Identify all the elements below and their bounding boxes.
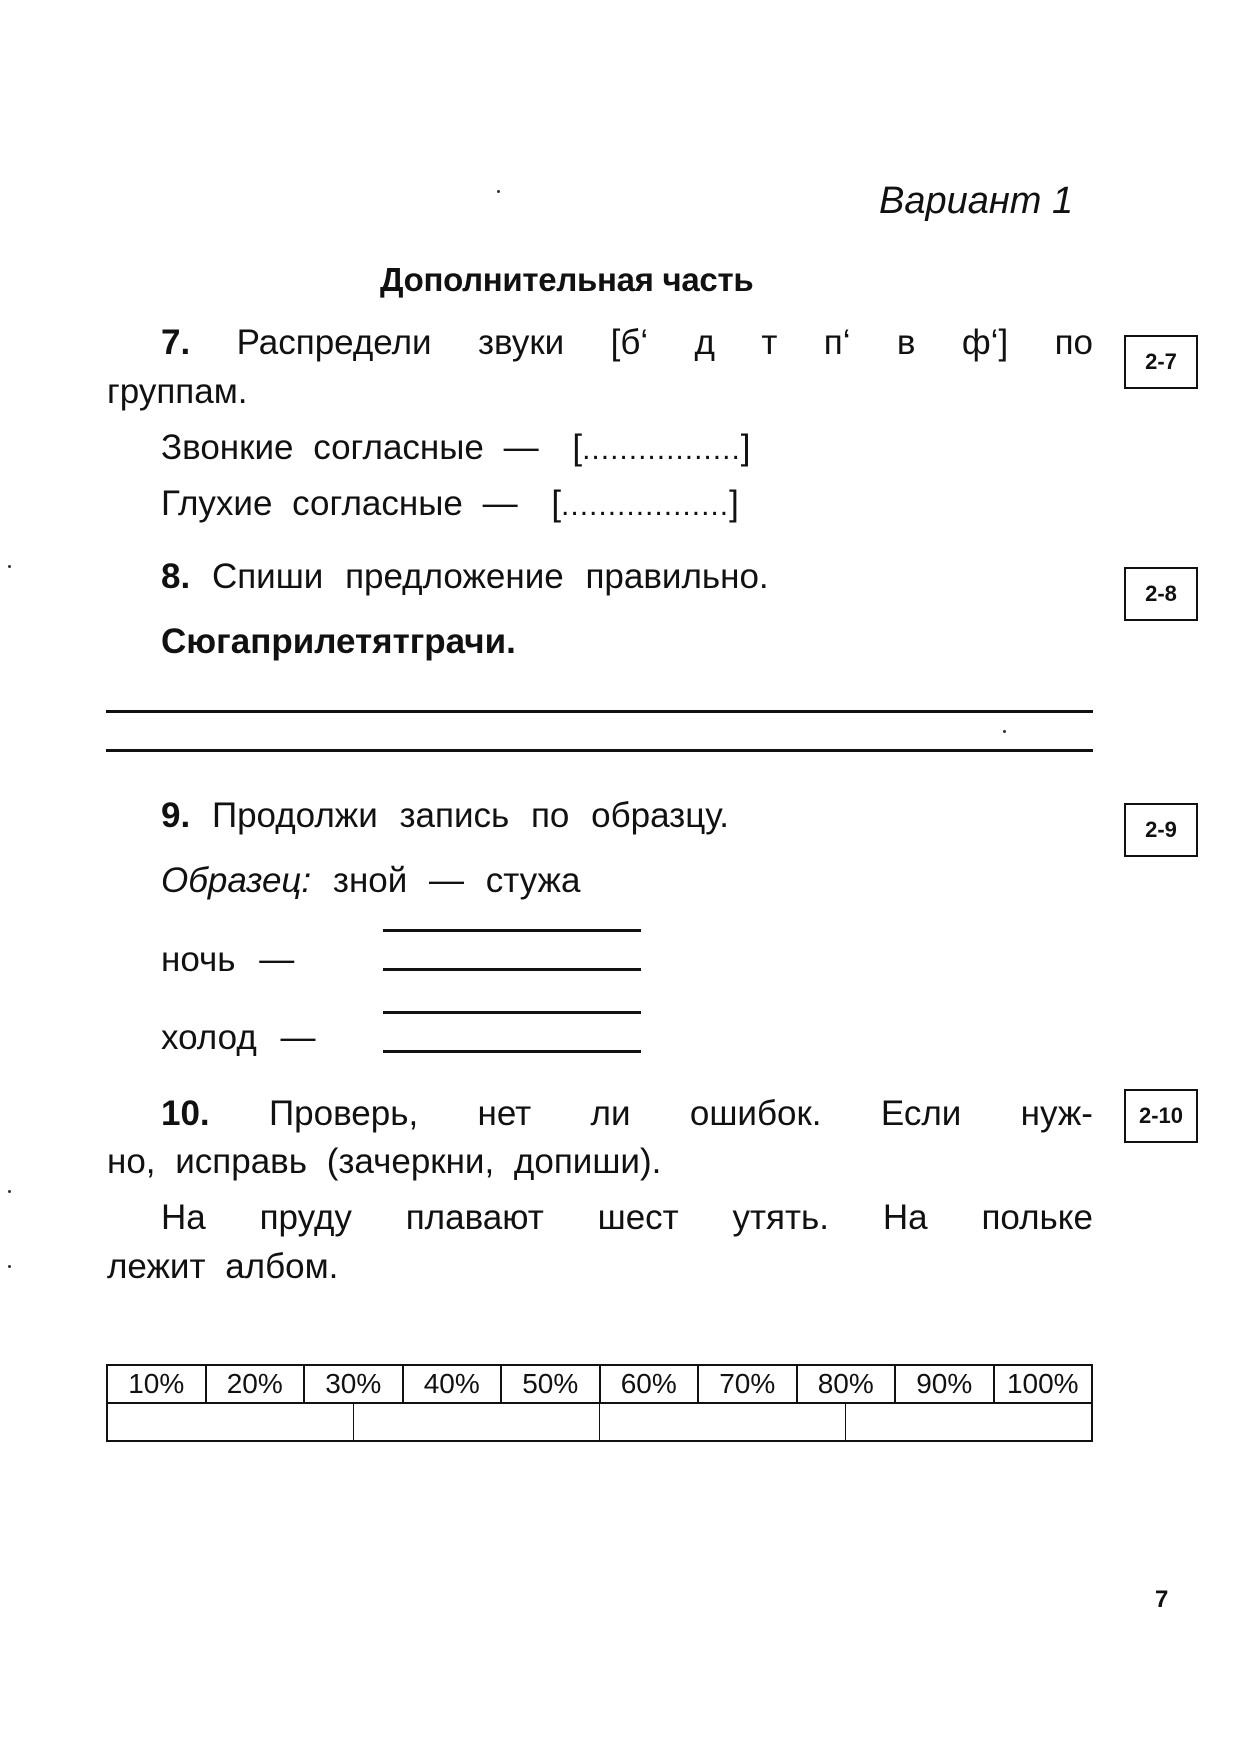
- word: звуки: [477, 323, 565, 362]
- answer-line-1[interactable]: [106, 710, 1093, 713]
- scan-speck: [8, 1190, 11, 1193]
- voiceless-open-bracket: [: [551, 484, 562, 523]
- task-8-code-box: 2-8: [1124, 567, 1198, 621]
- night-answer-line-2[interactable]: [383, 968, 641, 971]
- sample-label: Образец:: [161, 861, 312, 900]
- task-7-code-box: 2-7: [1124, 335, 1198, 389]
- task-8-text: Спиши предложение правильно.: [211, 557, 769, 596]
- word: плавают: [405, 1198, 544, 1237]
- sample-text: зной — стужа: [332, 861, 581, 900]
- sound: в: [896, 323, 916, 362]
- voiceless-answer-field[interactable]: ..................: [561, 489, 730, 522]
- scan-speck: [497, 190, 500, 193]
- word: шест: [597, 1198, 679, 1237]
- score-table: [106, 1364, 1093, 1404]
- sound: д: [694, 323, 715, 362]
- voiced-open-bracket: [: [572, 428, 583, 467]
- word: нуж-: [1020, 1094, 1093, 1133]
- word: Распредели: [236, 323, 432, 362]
- task-10-number: 10.: [161, 1094, 210, 1133]
- answer-row: [106, 1402, 1093, 1442]
- scan-speck: [8, 1265, 11, 1268]
- night-answer-line-1[interactable]: [383, 929, 641, 932]
- word: ошибок.: [689, 1094, 822, 1133]
- word: На: [882, 1198, 928, 1237]
- word: польке: [981, 1198, 1093, 1237]
- pct-cell: 40%: [403, 1365, 502, 1403]
- task-7-number: 7.: [161, 323, 191, 362]
- task-10-instruction-cont: но, исправь (зачеркни, допиши).: [107, 1142, 662, 1181]
- task-9-text: Продолжи запись по образцу.: [211, 796, 729, 835]
- answer-cell[interactable]: [600, 1402, 846, 1440]
- sound: [б‘: [610, 323, 649, 362]
- pct-cell: 100%: [994, 1365, 1093, 1403]
- pct-cell: 70%: [698, 1365, 797, 1403]
- task-9-instruction: [161, 796, 729, 836]
- variant-label: Вариант 1: [879, 180, 1074, 222]
- voiced-close-bracket: ]: [740, 428, 751, 467]
- task-9-code-box: 2-9: [1124, 803, 1198, 857]
- word: Если: [880, 1094, 962, 1133]
- task-10-code-box: 2-10: [1124, 1089, 1198, 1143]
- task-9-number: 9.: [161, 796, 191, 835]
- answer-cell[interactable]: [354, 1402, 600, 1440]
- voiceless-label: Глухие согласные —: [161, 484, 518, 523]
- word: по: [1054, 323, 1093, 362]
- word: На: [161, 1198, 206, 1237]
- voiced-consonants-row: [161, 428, 751, 470]
- task-10-text: [161, 1198, 1093, 1238]
- sound: п‘: [823, 323, 851, 362]
- word: Проверь,: [269, 1094, 419, 1133]
- task-8-number: 8.: [161, 557, 191, 596]
- task-8-instruction: [161, 557, 769, 597]
- pct-cell: 10%: [107, 1365, 206, 1403]
- sound: т: [761, 323, 778, 362]
- word: ли: [590, 1094, 631, 1133]
- task-7-instruction: [161, 323, 1093, 363]
- answer-line-2[interactable]: [106, 749, 1093, 752]
- word: пруду: [259, 1198, 352, 1237]
- sound: ф‘]: [961, 323, 1009, 362]
- voiceless-consonants-row: [161, 484, 739, 526]
- cold-answer-line-1[interactable]: [383, 1011, 641, 1014]
- pct-cell: 30%: [304, 1365, 403, 1403]
- voiceless-close-bracket: ]: [729, 484, 739, 523]
- task-10-text-cont: лежит албом.: [107, 1247, 339, 1286]
- percentage-row: [107, 1365, 1092, 1403]
- voiced-answer-field[interactable]: .................: [582, 433, 741, 466]
- task-9-sample: [161, 861, 580, 901]
- answer-cell[interactable]: [108, 1402, 354, 1440]
- task-8-sentence: Сюгаприлетятграчи.: [161, 622, 516, 661]
- answer-cell[interactable]: [846, 1402, 1091, 1440]
- scan-speck: [8, 565, 11, 568]
- task-7-instruction-cont: группам.: [107, 372, 248, 411]
- page-number: 7: [1155, 1586, 1169, 1613]
- pct-cell: 20%: [206, 1365, 305, 1403]
- scan-speck: [1003, 730, 1006, 733]
- word: нет: [477, 1094, 532, 1133]
- task-9-item-cold: холод —: [161, 1018, 316, 1057]
- pct-cell: 60%: [600, 1365, 699, 1403]
- pct-cell: 90%: [895, 1365, 994, 1403]
- cold-answer-line-2[interactable]: [383, 1050, 641, 1053]
- pct-cell: 50%: [501, 1365, 600, 1403]
- section-title: Дополнительная часть: [380, 261, 754, 298]
- word: утять.: [732, 1198, 830, 1237]
- pct-cell: 80%: [797, 1365, 896, 1403]
- task-9-item-night: ночь —: [161, 940, 295, 979]
- voiced-label: Звонкие согласные —: [161, 428, 539, 467]
- task-10-instruction: [161, 1094, 1093, 1134]
